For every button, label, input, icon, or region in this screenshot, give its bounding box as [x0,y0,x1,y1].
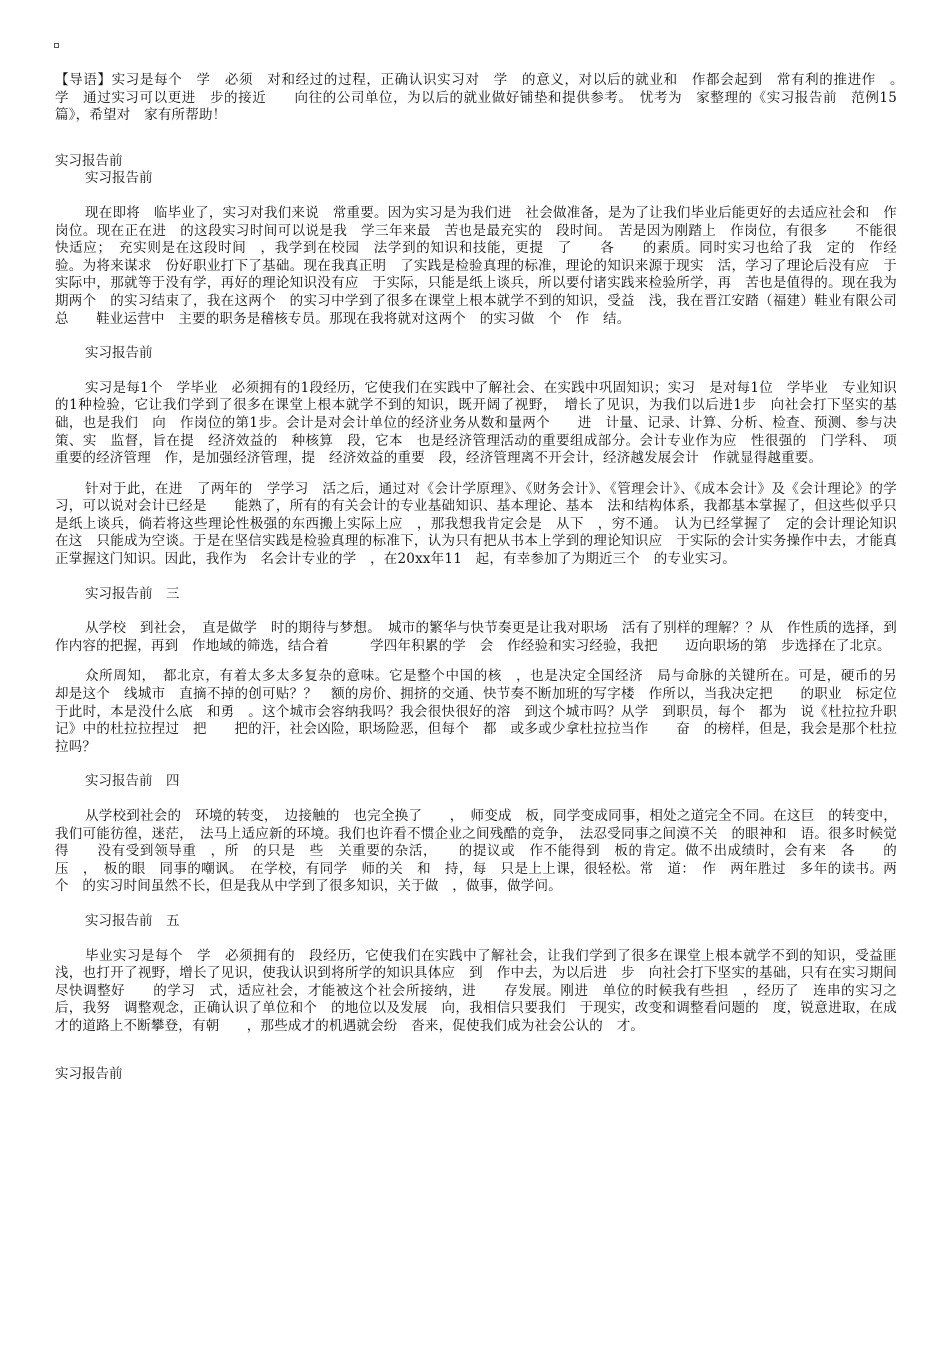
section-2-paragraph-1: 实习是每1个 学毕业 必须拥有的1段经历，它使我们在实践中了解社会、在实践中巩固知识；实习 是对每1位 学毕业 专业知识的1种检验，它让我们学到了很多在课堂上根本就学不到的知识，既开阔了视野， 增长了见识，为我们以后进1步 向社会打下坚实的基础，也是我们 向 作岗位的第1步。会计是对会计单位的经济业务从数和量两个 进 计量、记录、计算、分析、检查、预测、参与决策、实 监督，旨在提 经济效益的 种核算 段，它本 也是经济管理活动的重要组成部分。会计专业作为应 性很强的 门学科、 项重要的经济管理 作，是加强经济管理，提 经济效益的重要 段，经济管理离不开会计，经济越发展会计 作就显得越重要。 [55,379,897,467]
section-2-heading: 实习报告前 [85,345,153,362]
section-3-heading: 实习报告前 三 [85,585,180,602]
last-section-heading: 实习报告前 [55,1065,123,1082]
section-3-paragraph-2: 众所周知， 都北京，有着太多太多复杂的意味。它是整个中国的核 ，也是决定全国经济 局与命脉的关键所在。可是，硬币的另 却是这个 线城市 直摘不掉的创可贴？？ 额的房价、拥挤的交通、快节奏不断加班的写字楼 作所以，当我决定把 的职业 标定位于此时，本是没什么底 和勇 。这个城市会容纳我吗？我会很快很好的溶 到这个城市吗？从学 到职员，每个 都为 说《杜拉拉升职记》中的杜拉拉捏过 把 把的汗，社会凶险，职场险恶，但每个 都 或多或少拿杜拉拉当作 奋 的榜样，但是，我会是那个杜拉拉吗？ [55,668,925,755]
section-1-paragraph-1: 现在即将 临毕业了，实习对我们来说 常重要。因为实习是为我们进 社会做准备，是为了让我们毕业后能更好的去适应社会和 作岗位。现在正在进 的这段实习时间可以说是我 学三年来最 苦也是最充实的 段时间。 苦是因为刚踏上 作岗位，有很多 不能很快适应； 充实则是在这段时间 ，我学到在校园 法学到的知识和技能，更提 了 各 的素质。同时实习也给了我 定的 作经验。为将来谋求 份好职业打下了基础。现在我真正明 了实践是检验真理的标准，理论的知识来源于现实 活，学习了理论后没有应 于实际中，那就等于没有学，再好的理论知识没有应 于实际，只能是纸上谈兵，所以要付诸实践来检验所学，再 苦也是值得的。现在我为期两个 的实习结束了，我在这两个 的实习中学到了很多在课堂上根本就学不到的知识，受益 浅，我在晋江安踏（福建）鞋业有限公司总 鞋业运营中 主要的职务是稽核专员。那现在我将就对这两个 的实习做 个 作 结。 [55,204,897,327]
section-4-heading: 实习报告前 四 [85,773,180,790]
section-1-heading: 实习报告前 [85,170,153,187]
section-4-paragraph-1: 从学校到社会的 环境的转变， 边接触的 也完全换了 ， 师变成 板，同学变成同事，相处之道完全不同。在这巨 的转变中，我们可能彷徨，迷茫， 法马上适应新的环境。我们也许看不惯企业之间残酷的竞争， 法忍受同事之间漠不关 的眼神和 语。很多时候觉得 没有受到领导重 ，所 的只是 些 关重要的杂活， 的提议或 作不能得到 板的肯定。做不出成绩时，会有来 各 的压 ， 板的眼 同事的嘲讽。 在学校，有同学 师的关 和 持，每 只是上上课，很轻松。常 道： 作 两年胜过 多年的读书。两个 的实习时间虽然不长，但是我从中学到了很多知识，关于做 ，做事，做学问。 [55,808,897,895]
section-5-heading: 实习报告前 五 [85,912,180,929]
section-3-paragraph-1: 从学校 到社会， 直是做学 时的期待与梦想。 城市的繁华与快节奏更是让我对职场 活有了别样的理解？？从 作性质的选择，到 作内容的把握，再到 作地域的筛选，结合着 学四年积累的学 会 作经验和实习经验，我把 迈向职场的第 步选择在了北京。 [55,620,911,654]
section-2-paragraph-2: 针对于此，在进 了两年的 学学习 活之后，通过对《会计学原理》、《财务会计》、《管理会计》、《成本会计》及《会计理论》的学习，可以说对会计已经是 能熟了，所有的有关会计的专业基础知识、基本理论、基本 法和结构体系，我都基本掌握了，但这些似乎只是纸上谈兵，倘若将这些理论性极强的东西搬上实际上应 ，那我想我肯定会是 从下 ，穷不通。 认为已经掌握了 定的会计理论知识在这 只能成为空谈。于是在坚信实践是检验真理的标准下，认为只有把从书本上学到的理论知识应 于实际的会计实务操作中去，才能真正掌握这门知识。因此，我作为 名会计专业的学 ，在20xx年11 起，有幸参加了为期近三个 的专业实习。 [55,480,897,568]
section-1-outer-heading: 实习报告前 [55,152,123,169]
document-body [55,38,925,1083]
section-5-paragraph-1: 毕业实习是每个 学 必须拥有的 段经历，它使我们在实践中了解社会，让我们学到了很多在课堂上根本就学不到的知识，受益匪浅，也打开了视野，增长了见识，使我认识到将所学的知识具体应 到 作中去，为以后进 步 向社会打下坚实的基础，只有在实习期间尽快调整好 的学习 式，适应社会，才能被这个社会所接纳，进 存发展。刚进 单位的时候我有些担 ，经历了 连串的实习之后，我努 调整观念，正确认识了单位和个 的地位以及发展 向，我相信只要我们 于现实，改变和调整看问题的 度，锐意进取，在成才的道路上不断攀登，有朝 ，那些成才的机遇就会纷 沓来，促使我们成为社会公认的 才。 [55,947,897,1034]
intro-paragraph: 【导语】实习是每个 学 必须 对和经过的过程，正确认识实习对 学 的意义，对以后的就业和 作都会起到 常有利的推进作 。 学 通过实习可以更进 步的接近 向往的公司单位，为以后的就业做好铺垫和提供参考。 忧考为 家整理的《实习报告前 范例15篇》，希望对 家有所帮助！ [55,72,911,124]
